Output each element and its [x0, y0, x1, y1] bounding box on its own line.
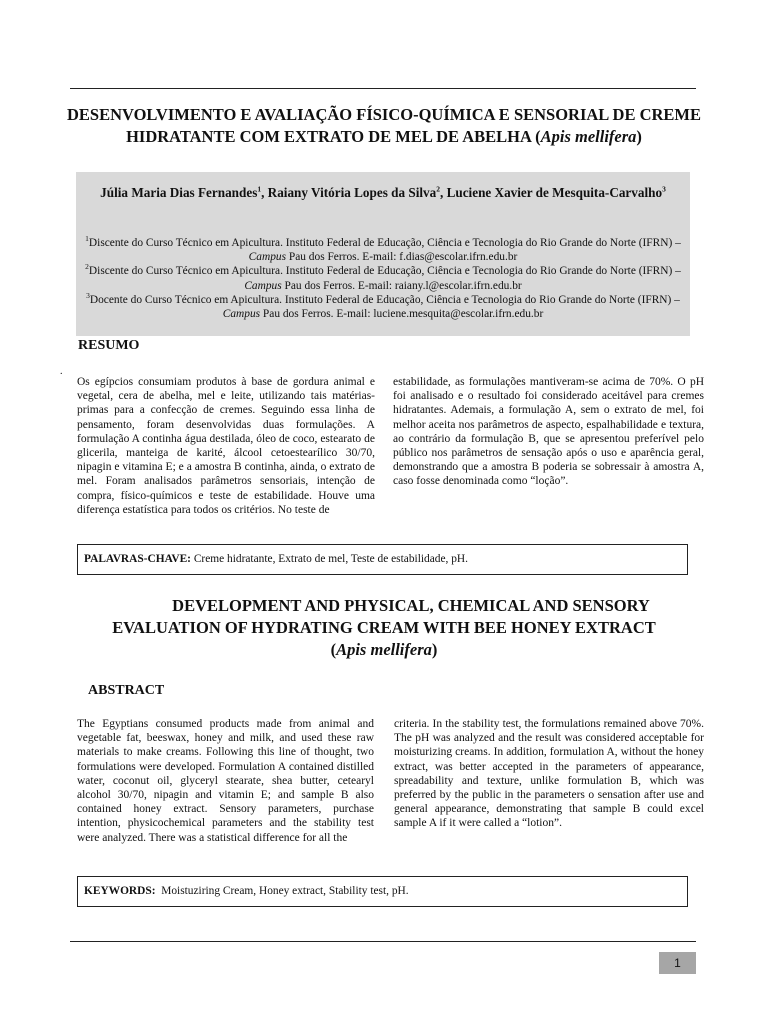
page-number: 1	[659, 952, 696, 974]
affiliation-text: Discente do Curso Técnico em Apicultura. Instituto Federal de Educação, Ciência e Tecnologia do Rio Grande do Norte (IFRN) –	[88, 237, 681, 249]
affiliation-text: Discente do Curso Técnico em Apicultura. Instituto Federal de Educação, Ciência e Tecnologia do Rio Grande do Norte (IFRN) –	[88, 265, 681, 278]
affiliation-campus: Campus	[222, 308, 261, 321]
title-pt-close: )	[636, 127, 642, 146]
abstract-heading: ABSTRACT	[88, 683, 165, 698]
author-name: Raiany Vitória Lopes da Silva	[267, 185, 437, 200]
affiliation-campus: Campus	[244, 279, 282, 292]
author-box	[76, 172, 690, 336]
palavras-chave-text: Creme hidratante, Extrato de mel, Teste de estabilidade, pH.	[190, 553, 468, 565]
affiliation-sup: 3	[86, 291, 90, 301]
affiliation-campus: Campus	[248, 251, 287, 264]
affiliation-text: Pau dos Ferros. E-mail: raiany.l@escolar.ifrn.edu.br	[281, 279, 522, 292]
title-en-close: )	[431, 640, 438, 659]
affiliation	[84, 293, 682, 321]
palavras-chave-box	[77, 544, 688, 575]
title-en-line2: EVALUATION OF HYDRATING CREAM WITH BEE HONEY EXTRACT	[112, 618, 656, 637]
resumo-column-right: estabilidade, as formulações mantiveram-se acima de 70%. O pH foi analisado e o resultado foi considerado aceitável para cremes hidratantes. Ademais, a formulação A, sem o extrato de mel, foi melhor aceita nos parâmetros de aspecto, espalhabilidade e textura, ao contrário da formulação B, que se apresentou preferível pelo público nos parâmetros de sensação após o uso e aparência geral, demonstrando que a amostra B poderia se sobressair à amostra A, caso fosse denominada como “loção”.	[393, 376, 704, 488]
top-rule	[70, 88, 696, 89]
abstract-column-left: The Egyptians consumed products made from animal and vegetable fat, beeswax, honey and milk, and used these raw materials to make creams. Following this line of thought, two formulations were developed. Formulation A contained distilled water, coconut oil, glyceryl stearate, shea butter, cetearyl alcohol 30/70, nipagin and vitamin E; and sample B also contained honey extract. Sensory parameters, purchase intention, physicochemical parameters and the stability test were analyzed. There was a statistical difference for all the	[77, 718, 374, 844]
author-list	[84, 184, 682, 201]
resumo-heading: RESUMO	[78, 338, 140, 353]
affiliation	[84, 236, 682, 264]
title-portuguese	[60, 104, 708, 148]
bottom-rule	[70, 941, 696, 942]
author-sup: 1	[257, 184, 262, 194]
title-en-species: Apis mellifera	[336, 640, 432, 659]
author-sep: ,	[261, 185, 268, 200]
affiliation-text: Pau dos Ferros. E-mail: luciene.mesquita@escolar.ifrn.edu.br	[260, 308, 544, 321]
author-name: Júlia Maria Dias Fernandes	[100, 185, 258, 200]
keywords-label: KEYWORDS:	[84, 885, 156, 897]
author-sep: ,	[439, 185, 447, 200]
keywords-text: Moistuziring Cream, Honey extract, Stability test, pH.	[155, 885, 409, 897]
affiliation-text: Docente do Curso Técnico em Apicultura. Instituto Federal de Educação, Ciência e Tecnologia do Rio Grande do Norte (IFRN) –	[89, 293, 680, 306]
stray-dot: .	[60, 366, 63, 377]
title-en-line3	[70, 639, 698, 661]
affiliation	[84, 264, 682, 292]
title-pt-species: Apis mellifera	[540, 127, 637, 146]
title-english	[70, 595, 698, 661]
abstract-column-right: criteria. In the stability test, the formulations remained above 70%. The pH was analyzed and the result was considered acceptable for moisturizing creams. In addition, formulation A, without the honey extract, was better accepted in the parameters of appearance, spreadability and texture, unlike formulation B, which was preferred by the public in the parameters o sensation after use and general appearance, demonstrating that sample B could excel sample A if it were called a “lotion”.	[394, 718, 704, 830]
affiliation-sup: 1	[85, 234, 89, 244]
affiliation-sup: 2	[85, 262, 89, 272]
affiliation-list	[84, 236, 682, 321]
resumo-column-left: Os egípcios consumiam produtos à base de gordura animal e vegetal, cera de abelha, mel e leite, utilizando tais matérias-primas para a confecção de cremes. Seguindo essa linha de pensamento, foram desenvolvidas duas formulações. A formulação A continha água destilada, óleo de coco, estearato de glicerila, manteiga de karité, álcool cetoestearílico 30/70, nipagin e vitamina E; e a amostra B continha, ainda, o extrato de mel. Foram analisados parâmetros sensoriais, intenção de compra, físico-químicos e teste de estabilidade. Houve uma diferença estatística para todos os critérios. No teste de	[77, 376, 375, 516]
author-sup: 3	[662, 184, 666, 194]
affiliation-text: Pau dos Ferros. E-mail: f.dias@escolar.ifrn.edu.br	[286, 251, 518, 264]
palavras-chave-label: PALAVRAS-CHAVE:	[84, 553, 191, 565]
keywords-box	[77, 876, 688, 907]
author-sup: 2	[436, 184, 440, 194]
author-name: Luciene Xavier de Mesquita-Carvalho	[446, 185, 663, 200]
title-en-open: (	[330, 640, 337, 659]
title-pt-text: DESENVOLVIMENTO E AVALIAÇÃO FÍSICO-QUÍMICA E SENSORIAL DE CREME HIDRATANTE COM EXTRATO DE MEL DE ABELHA (	[66, 105, 701, 146]
title-en-line1: DEVELOPMENT AND PHYSICAL, CHEMICAL AND SENSORY	[172, 596, 650, 615]
